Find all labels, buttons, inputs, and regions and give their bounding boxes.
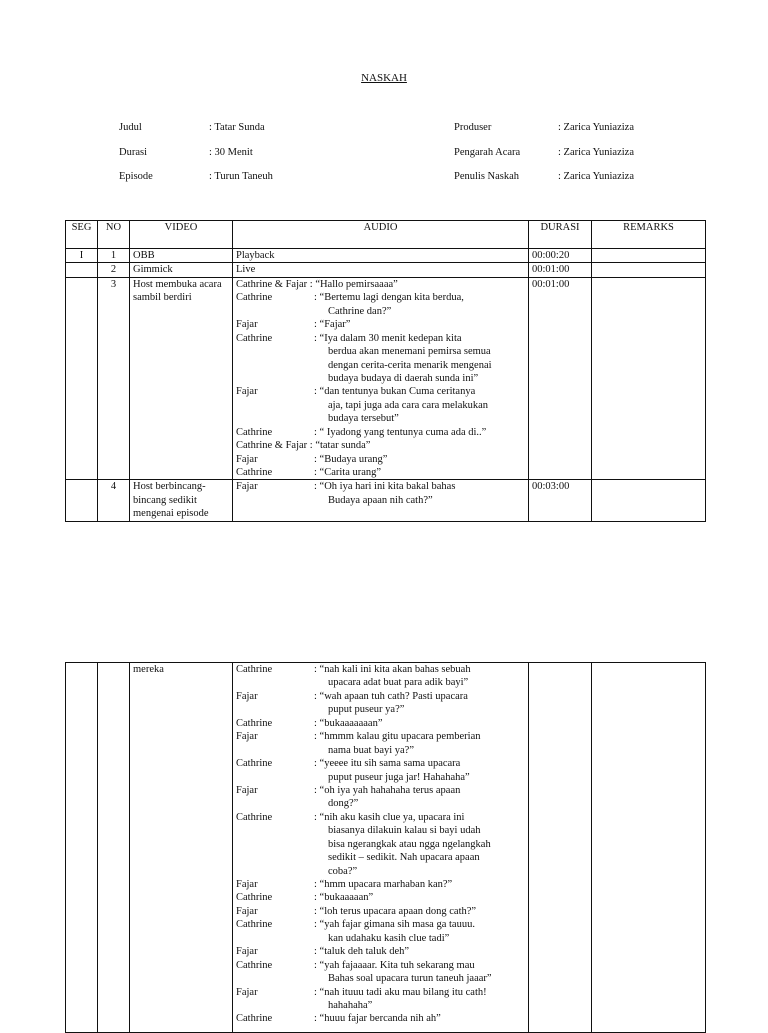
dialogue-text: : “dan tentunya bukan Cuma ceritanya [314, 386, 476, 398]
meta-label: Penulis Naskah [454, 171, 520, 182]
dialogue-continuation: budaya budaya di daerah sunda ini” [328, 372, 479, 384]
meta-value: : Zarica Yuniaziza [558, 122, 634, 133]
remarks-cell [592, 249, 706, 263]
remarks-cell [592, 480, 706, 521]
dialogue-text: : “taluk deh taluk deh” [314, 946, 410, 958]
dialogue-continuation: coba?” [328, 865, 358, 877]
dialogue-text: : “Bertemu lagi dengan kita berdua, [314, 292, 464, 304]
table-row [66, 663, 706, 1033]
speaker-name: Cathrine [236, 919, 273, 931]
meta-value: : Turun Taneuh [209, 171, 273, 182]
audio-cell: Playback [233, 249, 529, 263]
dialogue-continuation: aja, tapi juga ada cara cara melakukan [328, 399, 489, 411]
dialogue-continuation: budaya tersebut” [328, 413, 399, 425]
dialogue-text: : “hmm upacara marhaban kan?” [314, 879, 453, 890]
dialogue-continuation: bisa ngerangkak atau ngga ngelangkah [328, 838, 491, 850]
video-cell: Host berbincang-bincang sedikit mengenai episode [130, 480, 233, 521]
speaker-name: Fajar [236, 319, 258, 331]
speaker-name: Cathrine [236, 292, 273, 304]
dialogue-line [236, 891, 525, 904]
dialogue-text: : “yah fajaaaar. Kita tuh sekarang mau [314, 959, 475, 971]
dialogue-text: : “loh terus upacara apaan dong cath?” [314, 905, 477, 917]
dialogue-line [236, 466, 525, 479]
video-cell: OBB [130, 249, 233, 263]
dialogue-continuation: puput puseur ya?” [328, 704, 405, 716]
no-cell: 1 [98, 249, 130, 263]
dialogue-continuation: puput puseur juga jar! Hahahaha” [328, 771, 470, 783]
dialogue-line [236, 426, 525, 439]
seg-cell [66, 663, 98, 1033]
header-no: NO [98, 221, 130, 249]
table-header-row [66, 221, 706, 249]
meta-value: : Zarica Yuniaziza [558, 171, 634, 182]
dialogue-continuation: berdua akan menemani pemirsa semua [328, 346, 491, 358]
speaker-name: Fajar [236, 879, 258, 890]
dialogue-continuation: Cathrine dan?” [328, 305, 392, 317]
dialogue-text: : “Iya dalam 30 menit kedepan kita [314, 332, 462, 344]
speaker-name: Cathrine [236, 664, 273, 675]
durasi-cell: 00:01:00 [529, 263, 592, 277]
dialogue-continuation: dong?” [328, 798, 359, 810]
video-cell: Gimmick [130, 263, 233, 277]
dialogue-text: : “hmmm kalau gitu upacara pemberian [314, 731, 481, 743]
dialogue-line [236, 905, 525, 918]
dialogue-line [236, 784, 525, 797]
dialogue-continuation: nama buat bayi ya?” [328, 744, 414, 756]
speaker-name: Cathrine [236, 959, 273, 971]
meta-label: Pengarah Acara [454, 147, 521, 158]
speaker-name: Cathrine [236, 1013, 273, 1025]
meta-right [454, 121, 714, 191]
dialogue-text: : “nah ituuu tadi aku mau bilang itu cath! [314, 986, 487, 998]
header-video: VIDEO [130, 221, 233, 249]
speaker-name: Fajar [236, 453, 258, 465]
dialogue-text: : “oh iya yah hahahaha terus apaan [314, 784, 461, 796]
meta-value: : Zarica Yuniaziza [558, 147, 634, 158]
dialogue-text: : “Budaya urang” [314, 453, 388, 465]
dialogue-line [236, 730, 525, 743]
dialogue-line [236, 453, 525, 466]
speaker-name: Cathrine [236, 426, 273, 438]
dialogue-line [236, 480, 525, 493]
continued-table [65, 662, 706, 1033]
speaker-name: Cathrine [236, 717, 273, 729]
header-durasi: DURASI [529, 221, 592, 249]
document-title: NASKAH [361, 72, 407, 84]
no-cell: 4 [98, 480, 130, 521]
meta-left [119, 121, 419, 191]
dialogue-line [236, 757, 525, 770]
dialogue-continuation: upacara adat buat para adik bayi” [328, 677, 469, 689]
table-row [66, 480, 706, 521]
durasi-cell: 00:00:20 [529, 249, 592, 263]
dialogue-text: : “Carita urang” [314, 467, 382, 478]
dialogue-line [236, 811, 525, 824]
dialogue-line [236, 717, 525, 730]
dialogue-text: : “bukaaaaaaan” [314, 717, 383, 729]
dialogue-continuation: kan udahaku kasih clue tadi” [328, 932, 450, 944]
speaker-name: Fajar [236, 690, 258, 702]
meta-value: : 30 Menit [209, 147, 253, 158]
dialogue-line [236, 918, 525, 931]
meta-label: Episode [119, 171, 153, 182]
dialogue-line [236, 332, 525, 345]
script-table [65, 220, 706, 522]
dialogue-continuation: biasanya dilakuin kalau si bayi udah [328, 825, 481, 837]
table-row [66, 277, 706, 480]
dialogue-line [236, 959, 525, 972]
meta-label: Durasi [119, 147, 147, 158]
dialogue-continuation: hahahaha” [328, 999, 373, 1011]
dialogue-continuation: dengan cerita-cerita menarik mengenai [328, 359, 492, 371]
durasi-cell [529, 663, 592, 1033]
speaker-name: Cathrine [236, 332, 273, 344]
audio-cell: Live [233, 263, 529, 277]
dialogue-line [236, 663, 525, 676]
meta-label: Produser [454, 122, 492, 133]
speaker-name: Cathrine [236, 467, 273, 478]
dialogue-text: : “yeeee itu sih sama sama upacara [314, 758, 461, 770]
dialogue-line [236, 986, 525, 999]
speaker-name: Fajar [236, 386, 258, 398]
seg-cell [66, 277, 98, 480]
speaker-name: Fajar [236, 946, 258, 958]
dialogue-line [236, 690, 525, 703]
video-cell: mereka [130, 663, 233, 1033]
video-cell: Host membuka acara sambil berdiri [130, 277, 233, 480]
header-seg: SEG [66, 221, 98, 249]
seg-cell: I [66, 249, 98, 263]
remarks-cell [592, 263, 706, 277]
meta-value: : Tatar Sunda [209, 122, 265, 133]
dialogue-line [236, 878, 525, 891]
seg-cell [66, 263, 98, 277]
speaker-name: Fajar [236, 986, 258, 998]
dialogue-text: : “wah apaan tuh cath? Pasti upacara [314, 690, 468, 702]
dialogue-line [236, 291, 525, 304]
audio-cell [233, 480, 529, 521]
no-cell: 3 [98, 277, 130, 480]
audio-cell [233, 277, 529, 480]
meta-label: Judul [119, 122, 142, 133]
dialogue-text: : “bukaaaaan” [314, 892, 374, 904]
remarks-cell [592, 663, 706, 1033]
dialogue-text: : “nah kali ini kita akan bahas sebuah [314, 664, 471, 675]
table-row [66, 263, 706, 277]
speaker-name: Fajar [236, 784, 258, 796]
dialogue-line: Cathrine & Fajar : “tatar sunda” [236, 440, 371, 452]
speaker-name: Fajar [236, 905, 258, 917]
dialogue-continuation: sedikit – sedikit. Nah upacara apaan [328, 852, 480, 864]
speaker-name: Fajar [236, 481, 258, 493]
durasi-cell: 00:03:00 [529, 480, 592, 521]
dialogue-text: : “ Iyadong yang tentunya cuma ada di..” [314, 426, 487, 438]
dialogue-text: : “Fajar” [314, 319, 351, 331]
speaker-name: Cathrine [236, 811, 273, 823]
header-audio: AUDIO [233, 221, 529, 249]
header-remarks: REMARKS [592, 221, 706, 249]
no-cell [98, 663, 130, 1033]
speaker-name: Cathrine [236, 892, 273, 904]
seg-cell [66, 480, 98, 521]
dialogue-line [236, 385, 525, 398]
dialogue-text: : “Oh iya hari ini kita bakal bahas [314, 481, 456, 493]
no-cell: 2 [98, 263, 130, 277]
dialogue-line [236, 945, 525, 958]
dialogue-text: : “yah fajar gimana sih masa ga tauuu. [314, 919, 475, 931]
dialogue-text: : “huuu fajar bercanda nih ah” [314, 1013, 441, 1025]
dialogue-continuation: Bahas soal upacara turun taneuh jaaar” [328, 973, 492, 985]
speaker-name: Cathrine [236, 758, 273, 770]
dialogue-text: : “nih aku kasih clue ya, upacara ini [314, 811, 465, 823]
table-row [66, 249, 706, 263]
dialogue-line: Cathrine & Fajar : “Hallo pemirsaaaa” [236, 278, 398, 290]
dialogue-line [236, 318, 525, 331]
speaker-name: Fajar [236, 731, 258, 743]
remarks-cell [592, 277, 706, 480]
audio-cell [233, 663, 529, 1033]
durasi-cell: 00:01:00 [529, 277, 592, 480]
dialogue-continuation: Budaya apaan nih cath?” [328, 494, 433, 506]
